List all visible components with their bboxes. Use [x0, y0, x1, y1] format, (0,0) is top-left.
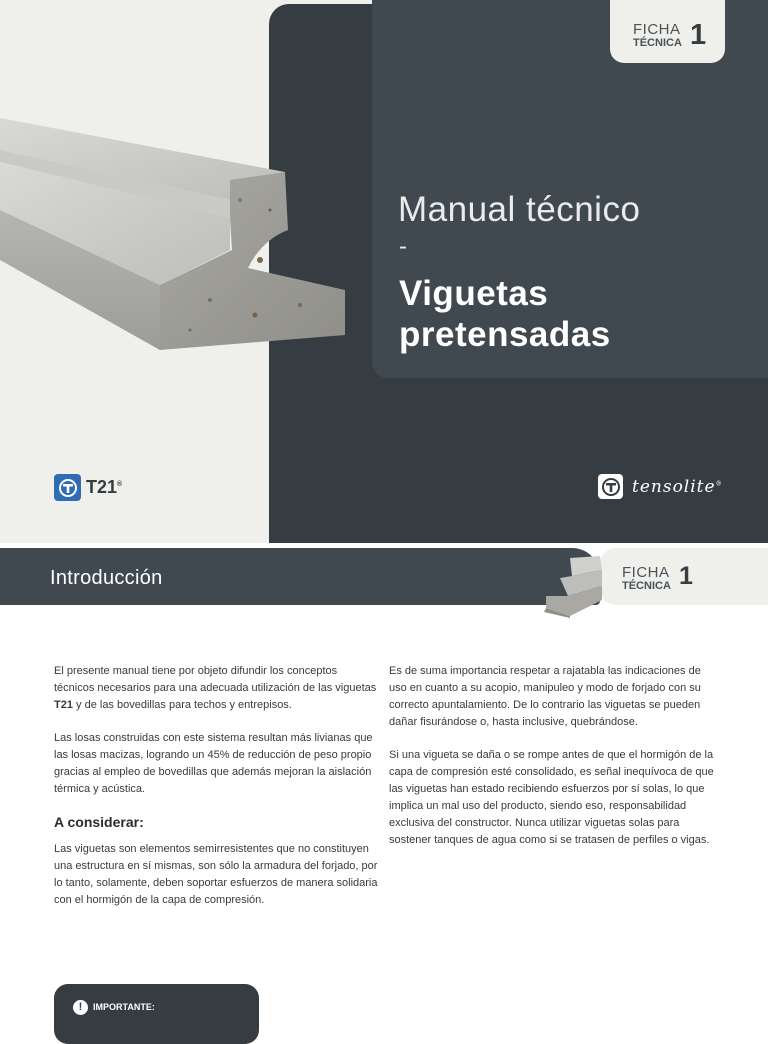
- ficha-word: FICHA: [633, 21, 681, 38]
- t21-brand: T21®: [86, 477, 123, 497]
- cover-title-line1: Manual técnico: [398, 190, 641, 229]
- tensolite-icon: [598, 474, 623, 499]
- vigueta-image: [0, 100, 350, 360]
- important-label: IMPORTANTE:: [93, 1002, 155, 1012]
- t21-logo: [54, 474, 122, 501]
- paragraph: Las losas construidas con este sistema resultan más livianas que las losas macizas, logrando un 45% de reducción de peso propio gracias al empleo de bovedillas que además mejoran la aislación térmica y acústica.: [54, 732, 373, 795]
- paragraph: Las viguetas son elementos semirresistentes que no constituyen una estructura en sí mismas, son sólo la armadura del forjado, por lo tanto, solamente, deben soportar esfuerzos de manera solidaria con el hormigón de la capa de compresión.: [54, 843, 378, 906]
- tecnica-word: TÉCNICA: [633, 37, 682, 49]
- ficha-number: 1: [690, 19, 707, 51]
- paragraph: Si una vigueta se daña o se rompe antes de que el hormigón de la capa de compresión esté consolidado, es señal inequívoca de que las viguetas han estado recibiendo esfuerzos por sí solas, lo que implica un mal uso del producto, siendo eso, responsabilidad exclusiva del constructor. Nunca utilizar viguetas solas para sostener tanques de agua como si se tratasen de perfiles o vigas.: [389, 749, 714, 846]
- cover-title-dash: -: [399, 233, 407, 260]
- subheading: A considerar:: [54, 814, 144, 830]
- section-ficha-number: 1: [679, 562, 693, 590]
- exclamation-icon: !: [73, 1000, 88, 1015]
- tecnica-word: TÉCNICA: [622, 580, 671, 592]
- section-title: Introducción: [50, 567, 163, 589]
- paragraph: El presente manual tiene por objeto difundir los conceptos técnicos necesarios para una adecuada utilización de las viguetas T21 y de las bovedillas para techos y entrepisos.: [54, 665, 377, 711]
- paragraph: Es de suma importancia respetar a rajatabla las indicaciones de uso en cuanto a su acopio, manipuleo y modo de forjado con su correcto apuntalamiento. De lo contrario las viguetas se pueden dañar fisurándose o, hasta inclusive, quebrándose.: [389, 665, 701, 728]
- ficha-word: FICHA: [622, 564, 670, 581]
- ficha-label: [633, 22, 682, 49]
- tensolite-logo: [598, 474, 723, 499]
- t21-icon: [54, 474, 81, 501]
- section-ficha-label: [622, 566, 671, 592]
- tensolite-brand: tensolite®: [632, 476, 723, 497]
- mini-vigueta-image: [540, 556, 610, 618]
- cover-title-line2: Viguetas pretensadas: [399, 274, 611, 354]
- left-column: [54, 663, 379, 925]
- important-box: [54, 984, 259, 1044]
- right-column: [389, 663, 719, 865]
